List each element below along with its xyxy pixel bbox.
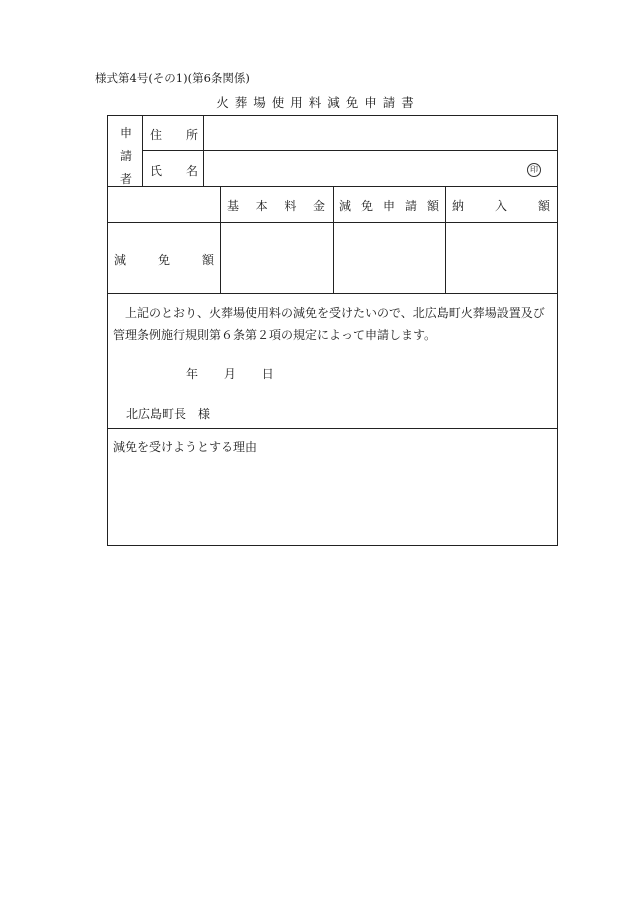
applicant-label-char: 者 (119, 172, 132, 186)
reason-label: 減免を受けようとする理由 (113, 440, 258, 454)
row-divider (108, 293, 557, 294)
date-month-label: 月 (223, 367, 236, 381)
column-divider (333, 186, 334, 293)
date-day-label: 日 (261, 367, 274, 381)
addressee: 北広島町長 様 (126, 407, 211, 421)
form-number: 様式第4号(その1)(第6条関係) (95, 71, 250, 85)
row-label-reduction-amount: 減 免 額 (114, 253, 214, 267)
column-header-reduction-requested: 減 免 申 請 額 (339, 199, 439, 213)
name-field[interactable] (208, 153, 518, 183)
address-field[interactable] (208, 118, 552, 148)
applicant-label (118, 122, 134, 191)
base-fee-field[interactable] (222, 224, 330, 290)
application-date (186, 365, 296, 382)
payment-amount-field[interactable] (447, 224, 555, 290)
reduction-requested-field[interactable] (335, 224, 443, 290)
form-title: 火葬場使用料減免申請書 (216, 95, 420, 110)
applicant-label-char: 請 (119, 149, 132, 163)
column-divider (220, 186, 221, 293)
column-divider (203, 116, 204, 186)
application-statement: 上記のとおり、火葬場使用料の減免を受けたいので、北広島町火葬場設置及び管理条例施行規則第６条第２項の規定によって申請します。 (113, 306, 545, 342)
name-label: 氏 名 (150, 164, 199, 178)
address-label: 住 所 (150, 128, 199, 142)
applicant-label-char: 申 (119, 126, 132, 140)
column-divider (445, 186, 446, 293)
column-divider (142, 116, 143, 186)
application-form (107, 115, 558, 546)
column-header-payment-amount: 納 入 額 (452, 199, 550, 213)
reason-field[interactable] (113, 458, 551, 542)
date-year-label: 年 (186, 367, 199, 381)
seal-mark-icon: 印 (527, 163, 541, 177)
row-divider (143, 150, 557, 151)
column-header-base-fee: 基 本 料 金 (227, 199, 325, 213)
row-divider (108, 428, 557, 429)
